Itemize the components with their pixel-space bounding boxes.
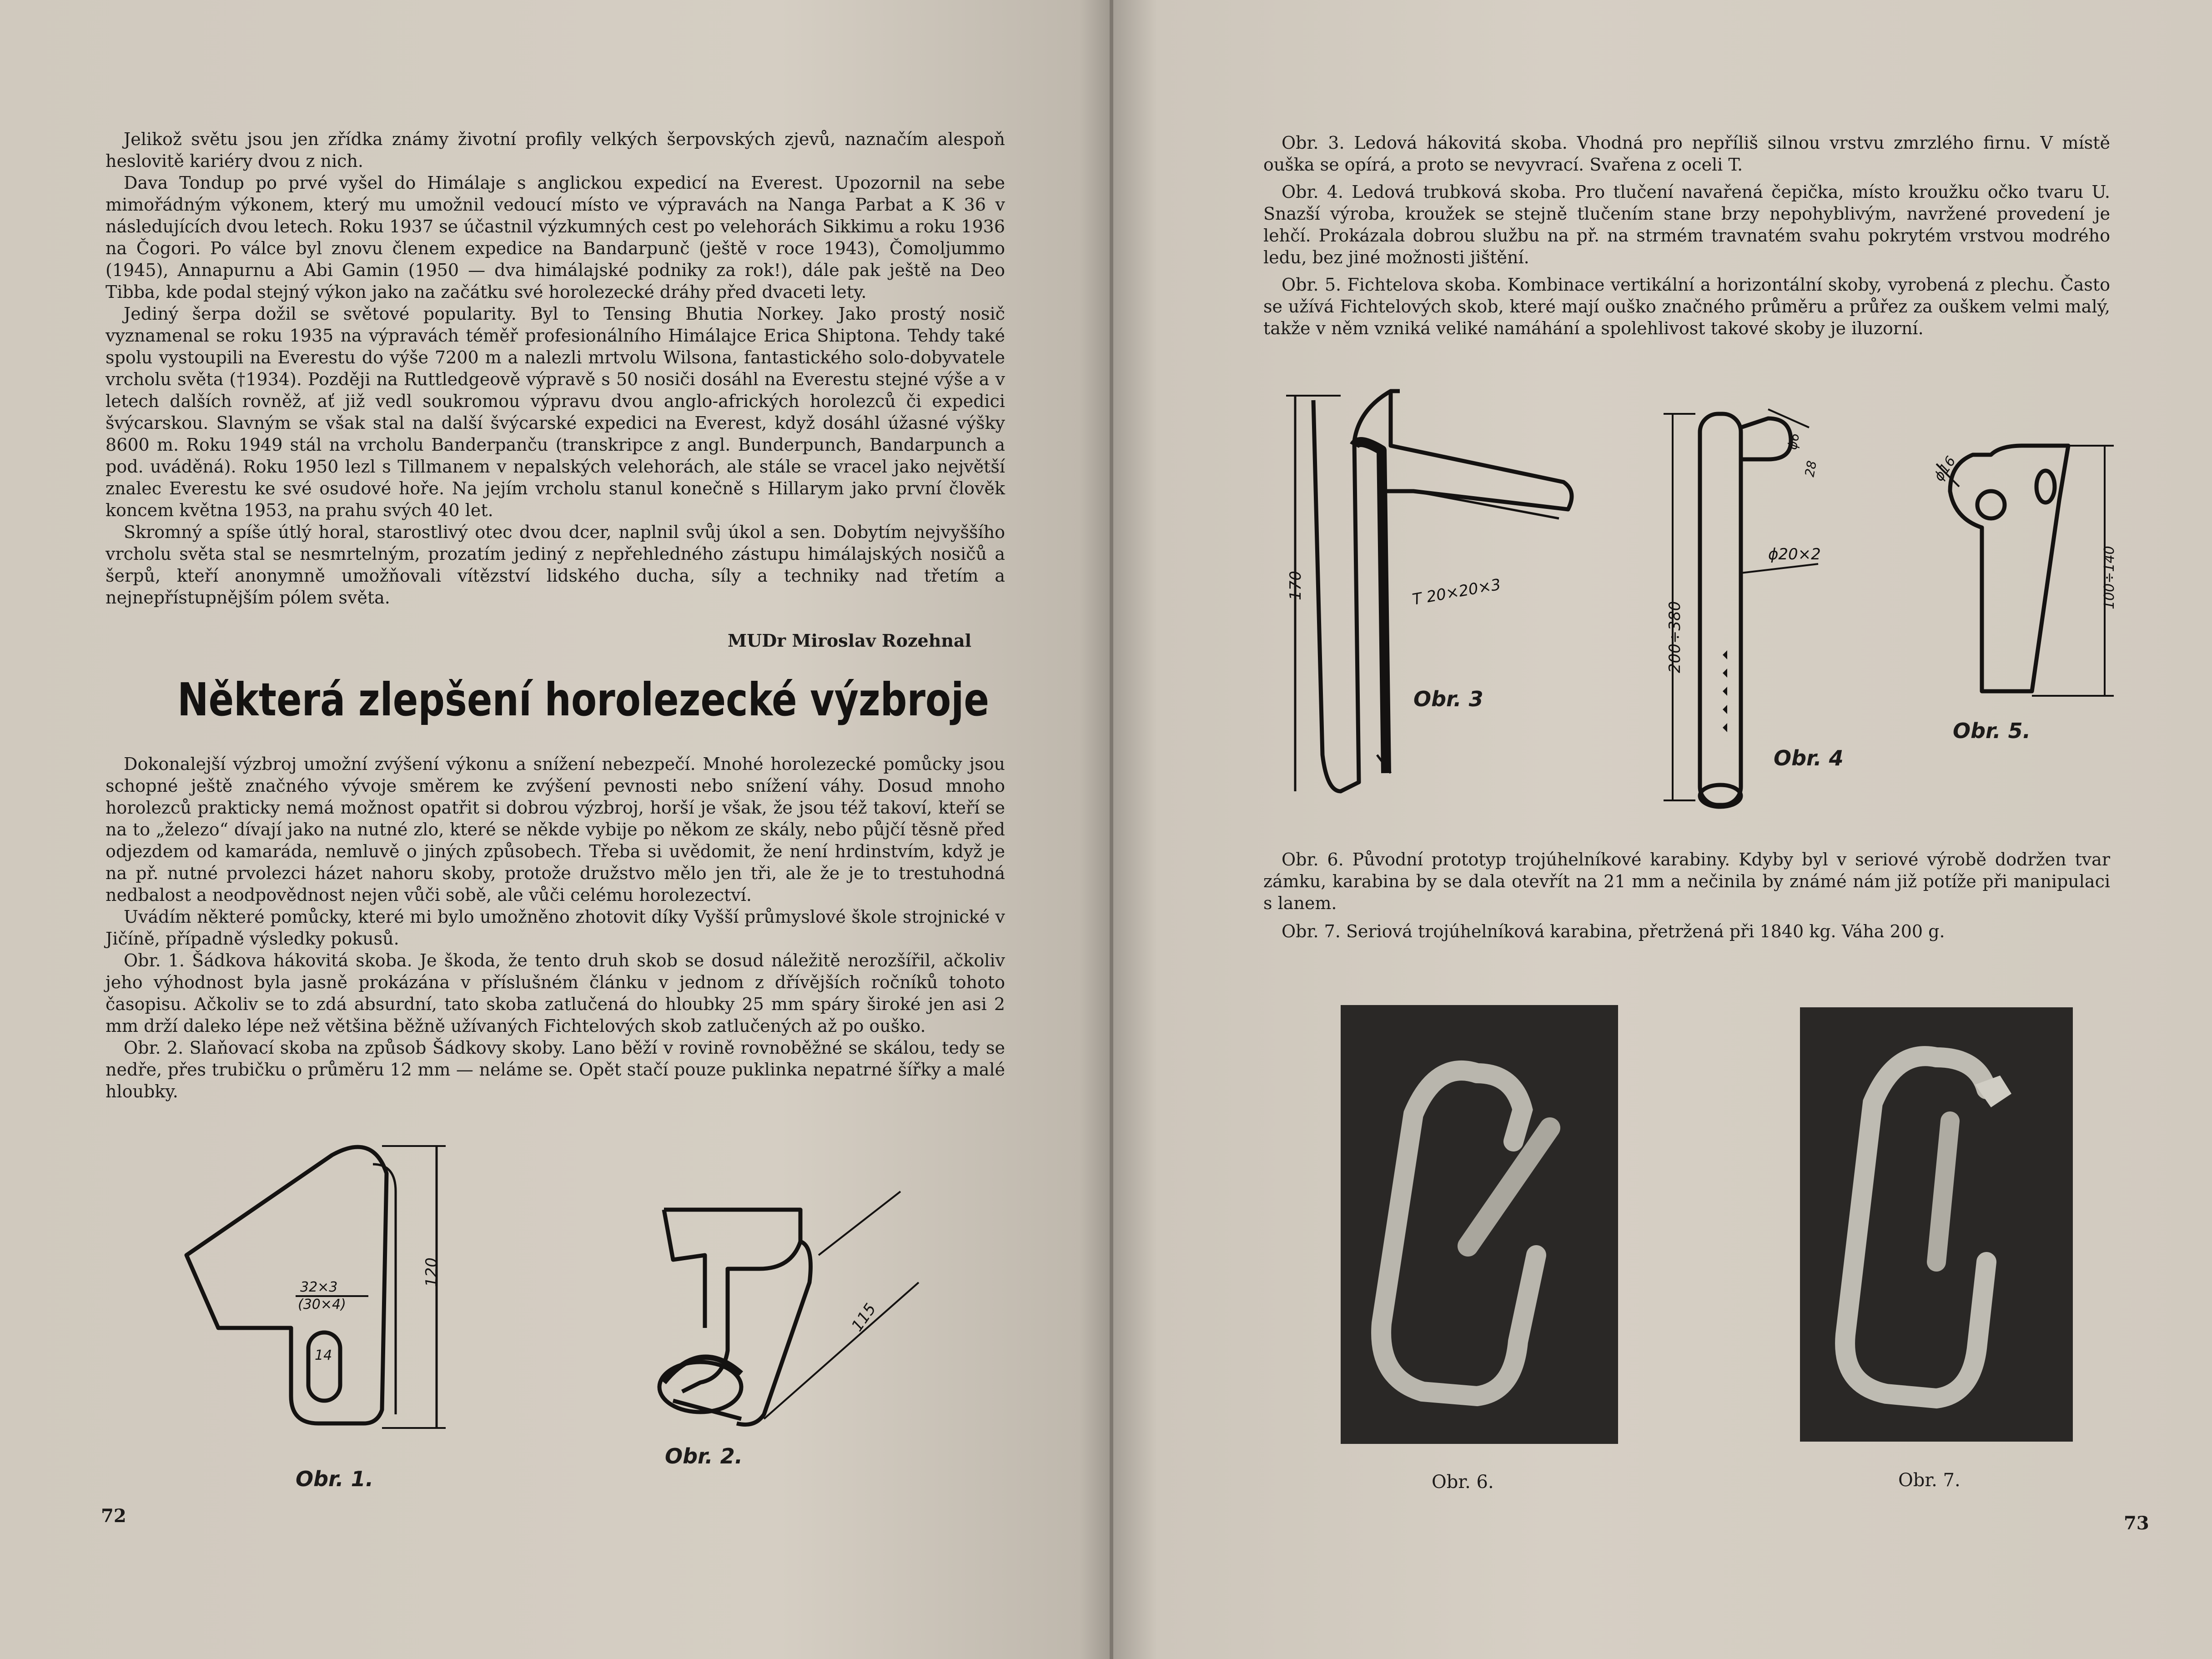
carabiner-7-image xyxy=(1800,1007,2073,1442)
fig2-caption: Obr. 2. xyxy=(665,1444,743,1468)
fig4-diameter-label: ϕ20×2 xyxy=(1768,545,1821,563)
figure-5-drawing xyxy=(1932,437,2150,709)
article-paragraph: Uvádím některé pomůcky, které mi bylo umožněno zhotovit díky Vyšší průmyslové škole strojnické v Jičíně, případně výsledky pokusů. xyxy=(106,907,1005,949)
page-number-left: 72 xyxy=(101,1505,126,1527)
figure-notes xyxy=(1263,132,2110,339)
fig3-height-label: 170 xyxy=(1287,571,1305,600)
figure-note: Obr. 5. Fichtelova skoba. Kombinace vertikální a horizontální skoby, vyrobená z plechu. Často se užívá Fichtelových skob, které mají ouško značného průměru a průřez za ouškem velmi malý, takže v něm vzniká veliké namáhání a spolehlivost takové skoby je iluzorní. xyxy=(1263,275,2110,338)
photo-notes xyxy=(1263,849,2110,942)
intro-text xyxy=(106,128,1005,608)
figure-2-drawing xyxy=(646,1201,919,1437)
figure-note: Obr. 4. Ledová trubková skoba. Pro tlučení navařená čepička, místo kroužku očko tvaru U. Snazší výroba, kroužek se stejně tlučením stane brzy nepohyblivým, navržené provedení je lehčí. Prokázala dobrou službu na př. na strmém travnatém svahu pokrytém vrstvou modrého ledu, bez jiné možnosti jištění. xyxy=(1263,182,2110,267)
fig1-size2-label: (30×4) xyxy=(298,1297,346,1312)
photo-note: Obr. 6. Původní prototyp trojúhelníkové karabiny. Kdyby byl v seriové výrobě dodržen tvar zámku, karabina by se dala otevřít na 21 mm a nečinila by známé nám již potíže při manipulaci s lanem. xyxy=(1263,850,2110,913)
fig3-caption: Obr. 3 xyxy=(1413,687,1483,711)
fig1-size-label: 32×3 xyxy=(300,1279,338,1295)
right-page xyxy=(1113,0,2212,1659)
page-number-right: 73 xyxy=(2124,1513,2149,1534)
author-signature: MUDr Miroslav Rozehnal xyxy=(728,630,972,651)
fig2-length-label: 115 xyxy=(848,1300,880,1335)
article-paragraph: Dokonalejší výzbroj umožní zvýšení výkonu a snížení nebezpečí. Mnohé horolezecké pomůcky jsou schopné ještě značného vývoje směrem ke zvýšení pevnosti nebo snížení váhy. Dosud mnoho horolezců prakticky nemá možnost opatřit si dobrou výzbroj, horší je však, že jsou též takoví, kteří se na to „železo“ dívají jako na nutné zlo, které se někde vybije po někom ze skály, nebo půjčí těsně před odjezdem od kamaráda, nemluvě o jiných způsobech. Třeba si uvědomit, že není hrdinstvím, když je na př. nutné prvolezci házet nahoru skoby, protože družstvo mělo jen tři, ale že je to trestuhodná nedbalost a neodpovědnost nejen vůči sobě, ale vůči celému horolezectví. xyxy=(106,754,1005,905)
intro-paragraph: Jediný šerpa dožil se světové popularity. Byl to Tensing Bhutia Norkey. Jako prostý nosič vyznamenal se roku 1935 na výpravách téměř profesionálního Himálajce Erica Shiptona. Tehdy také spolu vystoupili na Everestu do výše 7200 m a nalezli mrtvolu Wilsona, fantastického solo-dobyvatele vrcholu světa (†1934). Později na Ruttledgeově výpravě s 50 nosiči dosáhl na Everestu stejné výše a v letech dalších rovněž, ať již vedl soukromou výpravu dvou anglo-afrických horolezců či expedici švýcarskou. Slavným se však stal na další švýcarské expedici na Everest, když dosáhl úžasné výšky 8600 m. Roku 1949 stál na vrcholu Banderpanču (transkripce z angl. Bunderpunch, Bandarpunch a pod. uváděná). Roku 1950 lezl s Tillmanem v nepalských velehorách, ale stále se vracel jako největší znalec Everestu ke své osudové hoře. Na jejím vrcholu stanul konečně s Hillarym jako první člověk koncem května 1953, na prahu svých 40 let. xyxy=(106,304,1005,520)
figure-1-drawing xyxy=(182,1137,473,1483)
figure-3-drawing xyxy=(1286,382,1614,814)
photo-note: Obr. 7. Seriová trojúhelníková karabina, přetržená při 1840 kg. Váha 200 g. xyxy=(1282,921,1945,941)
figure-note: Obr. 3. Ledová hákovitá skoba. Vhodná pro nepříliš silnou vrstvu zmrzlého firnu. V místě ouška se opírá, a proto se nevyvrací. Svařena z oceli T. xyxy=(1263,133,2110,175)
carabiner-6-image xyxy=(1341,1005,1618,1444)
fig1-caption: Obr. 1. xyxy=(296,1467,374,1491)
article-text xyxy=(106,753,1005,1102)
intro-paragraph: Jelikož světu jsou jen zřídka známy životní profily velkých šerpovských zjevů, naznačím alespoň heslovitě kariéry dvou z nich. xyxy=(106,129,1005,171)
intro-paragraph: Dava Tondup po prvé vyšel do Himálaje s anglickou expedicí na Everest. Upozornil na sebe mimořádným výkonem, který mu umožnil vedoucí místo ve výpravách na Nanga Parbat a K 36 v následujících dvou letech. Roku 1937 se účastnil výzkumných cest po velehorách Sikkimu a roku 1936 na Čogori. Po válce byl znovu členem expedice na Bandarpunč (ještě v roce 1943), Čomoljummo (1945), Annapurnu a Abi Gamin (1950 — dva himálajské podniky za rok!), dále pak ještě na Deo Tibba, kde podal stejný výkon jako na začátku své horolezecké dráhy před dvaceti lety. xyxy=(106,173,1005,302)
fig4-eye-label: ϕ6 xyxy=(1785,432,1803,451)
fig4-caption: Obr. 4 xyxy=(1774,746,1844,770)
fig5-length-label: 100÷140 xyxy=(2101,546,2117,609)
fig1-height-label: 120 xyxy=(422,1257,441,1287)
fig4-length-label: 200÷380 xyxy=(1666,601,1684,673)
photo6-caption: Obr. 6. xyxy=(1432,1472,1494,1493)
article-paragraph: Obr. 1. Šádkova hákovitá skoba. Je škoda, že tento druh skob se dosud náležitě nerozšířil, ačkoliv jeho výhodnost byla jasně prokázána v příslušném článku v jednom z dřívějších ročníků tohoto časopisu. Ačkoliv se to zdá absurdní, tato skoba zatlučená do hloubky 25 mm spáry široké jen asi 2 mm drží daleko lépe než většina běžně užívaných Fichtelových skob zatlučených až po ouško. xyxy=(106,950,1005,1036)
fig4-eye-size-label: 28 xyxy=(1802,459,1820,478)
article-heading: Některá zlepšení horolezecké výzbroje xyxy=(177,673,989,726)
intro-paragraph: Skromný a spíše útlý horal, starostlivý otec dvou dcer, naplnil svůj úkol a sen. Dobytím nejvyššího vrcholu světa stal se nesmrtelným, prozatím jediný z nepřehledného zástupu himálajských nosičů a šerpů, kteří anonymně umožňovali vítězství lidského ducha, síly a techniky nad třetím a nejnepřístupnějším pólem světa. xyxy=(106,522,1005,608)
photo7-caption: Obr. 7. xyxy=(1898,1470,1961,1491)
photo-7 xyxy=(1800,1007,2073,1442)
photo-6 xyxy=(1341,1005,1618,1444)
fig5-hole-label: ϕ16 xyxy=(1930,453,1959,484)
fig1-hole-label: 14 xyxy=(315,1347,332,1363)
fig3-profile-label: T 20×20×3 xyxy=(1411,575,1503,609)
fig5-caption: Obr. 5. xyxy=(1953,719,2031,743)
article-paragraph: Obr. 2. Slaňovací skoba na způsob Šádkovy skoby. Lano běží v rovině rovnoběžné se skálou, tedy se nedře, přes trubičku o průměru 12 mm — neláme se. Opět stačí pouze puklinka nepatrné šířky a malé hloubky. xyxy=(106,1038,1005,1101)
